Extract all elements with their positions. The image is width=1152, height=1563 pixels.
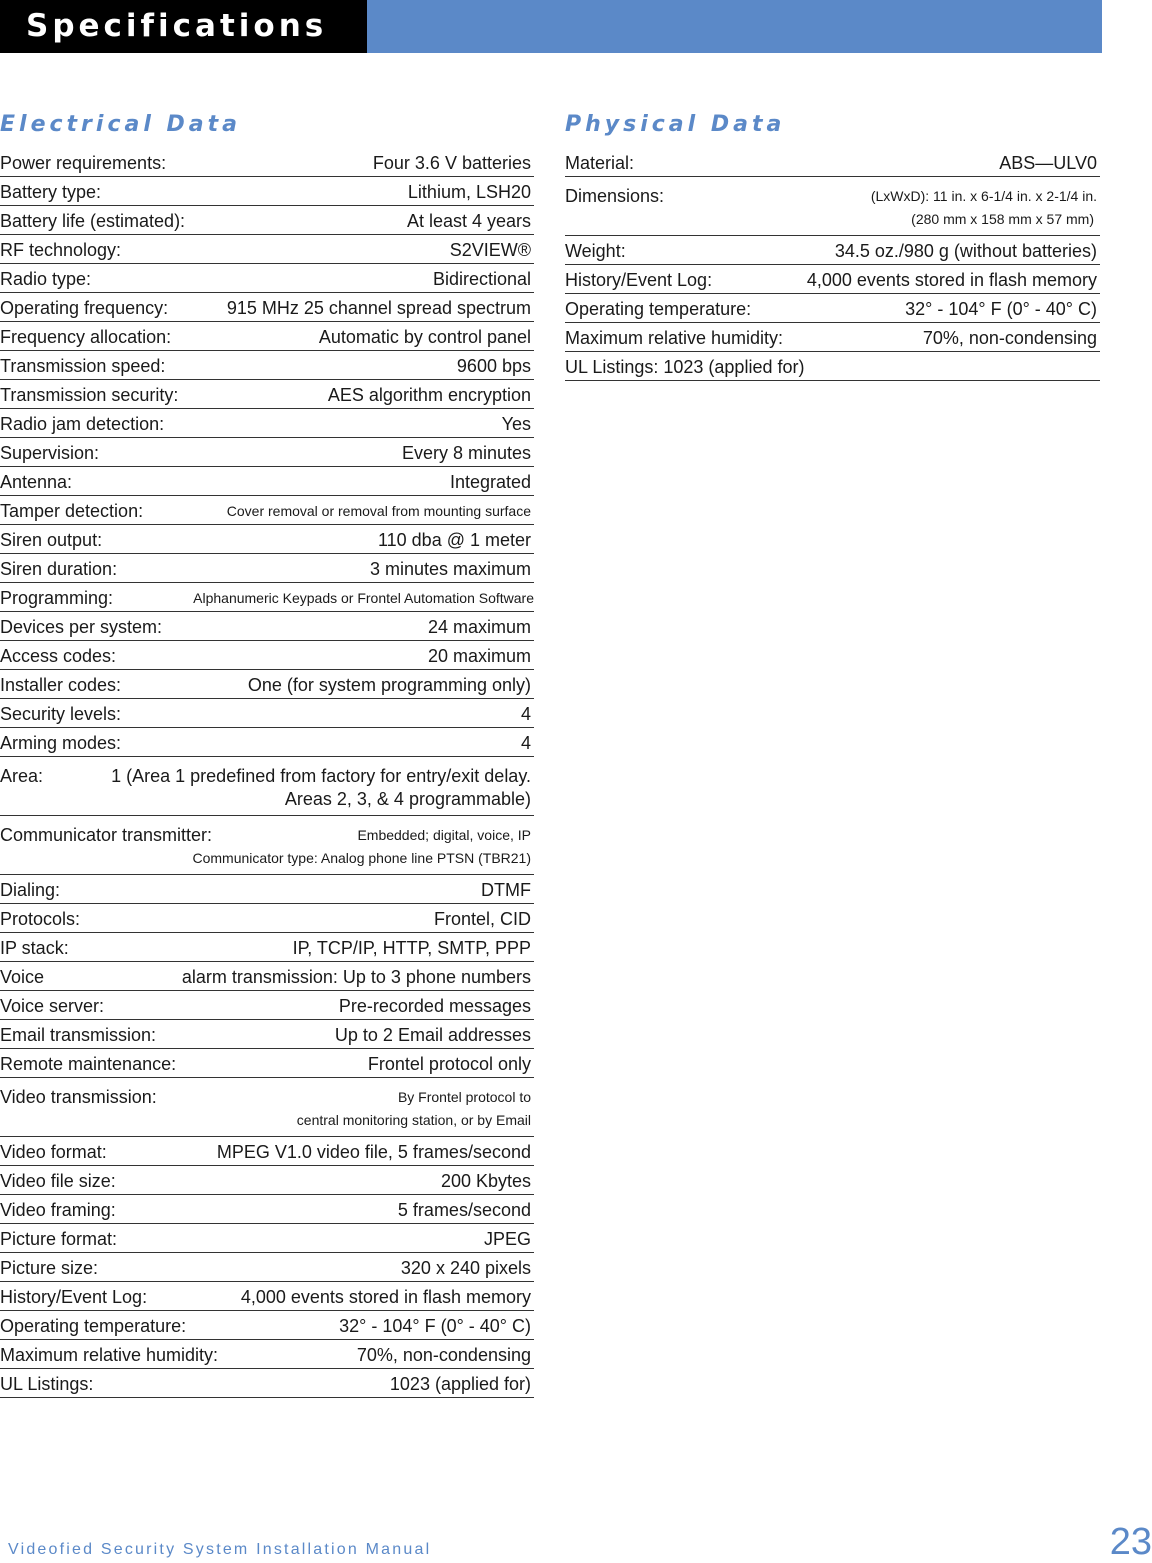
spec-label: Tamper detection: (0, 501, 144, 521)
spec-value: JPEG (483, 1229, 531, 1249)
spec-label: Programming: (0, 588, 114, 608)
spec-label: Power requirements: (0, 153, 167, 173)
spec-value: 1023 (applied for) (389, 1374, 531, 1394)
physical-data-section (565, 112, 1100, 381)
spec-value: DTMF (481, 880, 531, 900)
spec-value: Every 8 minutes (401, 443, 531, 463)
spec-label: History/Event Log: (0, 1287, 148, 1307)
spec-label: Picture format: (0, 1229, 118, 1249)
spec-label: Radio type: (0, 269, 92, 289)
spec-row (0, 1020, 534, 1049)
spec-label: Protocols: (0, 909, 81, 929)
spec-row (565, 148, 1100, 177)
spec-label: UL Listings: 1023 (applied for) (565, 357, 805, 377)
spec-row (0, 496, 534, 525)
spec-row (0, 757, 534, 816)
spec-row (0, 235, 534, 264)
spec-label: Operating frequency: (0, 298, 169, 318)
spec-row (565, 236, 1100, 265)
spec-value: 32° - 104° F (0° - 40° C) (905, 299, 1097, 319)
spec-row (0, 467, 534, 496)
spec-row (565, 265, 1100, 294)
spec-label: UL Listings: (0, 1374, 94, 1394)
spec-value-continued: Areas 2, 3, & 4 programmable) (284, 789, 531, 809)
spec-row (0, 670, 534, 699)
spec-value: 4,000 events stored in flash memory (240, 1287, 531, 1307)
spec-value: alarm transmission: Up to 3 phone numbers (181, 967, 531, 987)
spec-value-continued: (280 mm x 158 mm x 57 mm) (911, 211, 1094, 227)
spec-row (0, 962, 534, 991)
spec-label: Weight: (565, 241, 626, 261)
spec-row (565, 177, 1100, 236)
spec-label: Access codes: (0, 646, 117, 666)
spec-label: Supervision: (0, 443, 100, 463)
spec-row (0, 816, 534, 875)
physical-data-title: Physical Data (565, 112, 786, 137)
spec-row (0, 1195, 534, 1224)
spec-row (0, 641, 534, 670)
spec-label: Radio jam detection: (0, 414, 165, 434)
spec-label: Dialing: (0, 880, 61, 900)
spec-row (0, 1049, 534, 1078)
spec-row (0, 1369, 534, 1398)
spec-value: 9600 bps (456, 356, 531, 376)
spec-value: One (for system programming only) (247, 675, 531, 695)
page-number: 23 (1109, 1521, 1152, 1563)
spec-row (0, 206, 534, 235)
spec-value: 3 minutes maximum (369, 559, 531, 579)
spec-label: Frequency allocation: (0, 327, 172, 347)
spec-value: By Frontel protocol to (397, 1089, 531, 1105)
spec-value: Frontel protocol only (367, 1054, 531, 1074)
spec-value: 4 (520, 733, 531, 753)
spec-label: History/Event Log: (565, 270, 713, 290)
spec-label: Material: (565, 153, 635, 173)
spec-value: 32° - 104° F (0° - 40° C) (339, 1316, 531, 1336)
spec-row (0, 728, 534, 757)
spec-label: IP stack: (0, 938, 69, 958)
spec-row (0, 904, 534, 933)
page-title: Specifications (0, 0, 367, 53)
spec-row (0, 148, 534, 177)
spec-value: 4 (520, 704, 531, 724)
spec-label: Maximum relative humidity: (0, 1345, 219, 1365)
spec-value: Automatic by control panel (318, 327, 531, 347)
spec-row (0, 1078, 534, 1137)
spec-value: Embedded; digital, voice, IP (357, 827, 531, 843)
spec-value: ABS—ULV0 (999, 153, 1097, 173)
spec-value: AES algorithm encryption (327, 385, 531, 405)
spec-value: Lithium, LSH20 (407, 182, 531, 202)
spec-value-continued: central monitoring station, or by Email (296, 1112, 531, 1128)
spec-row (0, 554, 534, 583)
spec-value: 200 Kbytes (440, 1171, 531, 1191)
spec-value: (LxWxD): 11 in. x 6-1/4 in. x 2-1/4 in. (870, 188, 1097, 204)
spec-value: Four 3.6 V batteries (372, 153, 531, 173)
spec-label: Siren output: (0, 530, 103, 550)
spec-label: Dimensions: (565, 186, 665, 206)
spec-row (0, 525, 534, 554)
spec-value: Pre-recorded messages (338, 996, 531, 1016)
spec-label: Antenna: (0, 472, 73, 492)
spec-value: Up to 2 Email addresses (334, 1025, 531, 1045)
spec-label: Battery life (estimated): (0, 211, 186, 231)
spec-row (0, 1253, 534, 1282)
spec-label: Operating temperature: (565, 299, 752, 319)
spec-label: Video framing: (0, 1200, 116, 1220)
spec-label: Installer codes: (0, 675, 122, 695)
spec-row (0, 1224, 534, 1253)
spec-row (0, 177, 534, 206)
spec-label: Transmission speed: (0, 356, 166, 376)
spec-label: Siren duration: (0, 559, 118, 579)
spec-label: Video format: (0, 1142, 107, 1162)
spec-row (0, 1137, 534, 1166)
spec-label: Maximum relative humidity: (565, 328, 784, 348)
spec-value: Integrated (449, 472, 531, 492)
spec-row (0, 322, 534, 351)
spec-label: Voice server: (0, 996, 105, 1016)
spec-value: 110 dba @ 1 meter (377, 530, 531, 550)
spec-row (0, 351, 534, 380)
spec-value: 1 (Area 1 predefined from factory for entry/exit delay. (111, 766, 531, 786)
spec-value: Cover removal or removal from mounting surface (226, 503, 531, 519)
spec-value: MPEG V1.0 video file, 5 frames/second (216, 1142, 531, 1162)
electrical-data-section (0, 112, 534, 1398)
spec-label: Picture size: (0, 1258, 99, 1278)
spec-label: Arming modes: (0, 733, 122, 753)
spec-row (0, 875, 534, 904)
spec-label: Video transmission: (0, 1087, 157, 1107)
spec-value: 34.5 oz./980 g (without batteries) (834, 241, 1097, 261)
spec-value: IP, TCP/IP, HTTP, SMTP, PPP (292, 938, 531, 958)
spec-value: 4,000 events stored in flash memory (806, 270, 1097, 290)
spec-value: 20 maximum (427, 646, 531, 666)
spec-value: 915 MHz 25 channel spread spectrum (226, 298, 531, 318)
spec-value: 24 maximum (427, 617, 531, 637)
spec-label: Communicator transmitter: (0, 825, 213, 845)
spec-row (0, 933, 534, 962)
spec-row (0, 1311, 534, 1340)
spec-label: Remote maintenance: (0, 1054, 177, 1074)
spec-row (0, 1282, 534, 1311)
spec-value: 320 x 240 pixels (400, 1258, 531, 1278)
spec-row (0, 699, 534, 728)
spec-value: 70%, non-condensing (922, 328, 1097, 348)
spec-row (565, 323, 1100, 352)
footer-manual-title: Videofied Security System Installation Manual (8, 1541, 432, 1558)
spec-label: Devices per system: (0, 617, 163, 637)
spec-label: Video file size: (0, 1171, 116, 1191)
spec-label: Voice (0, 967, 45, 987)
spec-label: Email transmission: (0, 1025, 157, 1045)
spec-row (0, 293, 534, 322)
spec-value: Frontel, CID (433, 909, 531, 929)
spec-value: S2VIEW® (449, 240, 531, 260)
spec-label: Transmission security: (0, 385, 179, 405)
spec-row (0, 991, 534, 1020)
electrical-data-title: Electrical Data (0, 112, 241, 137)
spec-value: Bidirectional (432, 269, 531, 289)
spec-row (565, 294, 1100, 323)
spec-row (0, 264, 534, 293)
spec-value: 5 frames/second (397, 1200, 531, 1220)
header-bar (367, 0, 1102, 53)
spec-value-continued: Communicator type: Analog phone line PTSN (TBR21) (192, 850, 531, 866)
spec-value: Alphanumeric Keypads or Frontel Automation Software (193, 590, 534, 606)
spec-row (0, 583, 534, 612)
spec-label: Battery type: (0, 182, 102, 202)
spec-value: Yes (501, 414, 531, 434)
spec-row (0, 380, 534, 409)
spec-value: 70%, non-condensing (356, 1345, 531, 1365)
spec-row (0, 1340, 534, 1369)
spec-label: RF technology: (0, 240, 122, 260)
spec-label: Area: (0, 766, 44, 786)
spec-label: Security levels: (0, 704, 122, 724)
spec-row (0, 409, 534, 438)
spec-label: Operating temperature: (0, 1316, 187, 1336)
spec-row (0, 1166, 534, 1195)
spec-row (0, 438, 534, 467)
spec-row (0, 612, 534, 641)
spec-value: At least 4 years (406, 211, 531, 231)
spec-row (565, 352, 1100, 381)
